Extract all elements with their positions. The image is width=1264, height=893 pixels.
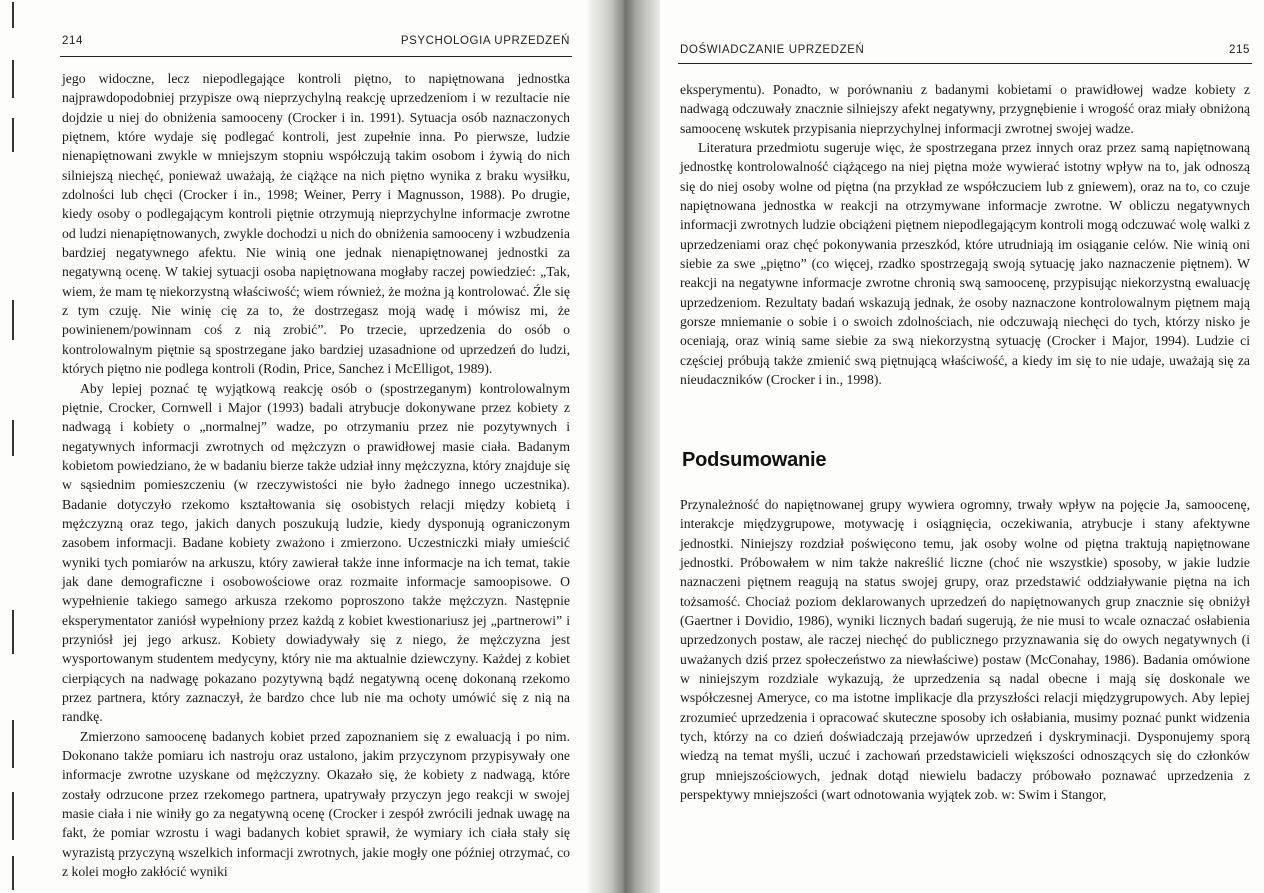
scan-edge-mark (12, 118, 14, 152)
paragraph: Zmierzono samoocenę badanych kobiet przed zapoznaniem się z ewaluacją i po nim. Dokonano także pomiaru ich nastroju oraz ustalono, jakim przyczynom przypisywały one informacje zwrotne uzyskane od mężczyzny. Okazało się, że kobiety z nadwagą, które zostały odrzucone przez rzekomego partnera, upatrywały przyczyn jego reakcji w swojej masie ciała i nie winiły go za negatywną ocenę (Crocker i zespół zwrócili jednak uwagę na fakt, że pomiar wzrostu i wagi badanych kobiet sprawił, że wymiary ich ciała stały się wyrazistą przyczyną wszelkich informacji zwrotnych, jakie mogły one później otrzymać, co z kolei mogło zakłócić wyniki (62, 728, 570, 880)
paragraph: Przynależność do napiętnowanej grupy wywiera ogromny, trwały wpływ na pojęcie Ja, samoocenę, interakcje międzygrupowe, motywację i osiągnięcia, oczekiwania, atrybucje i stany afektywne jednostki. Niniejszy rozdział poświęcono temu, jak osoby wolne od piętna traktują napiętnowane jednostki. Próbowałem w nim także nakreślić liczne (choć nie wszystkie) sposoby, w jakie ludzie naznaczeni piętnem reagują na status swojej grupy, oraz przedstawić oddziaływanie piętna na ich tożsamość. Chociaż poziom deklarowanych uprzedzeń do napiętnowanych grup znacznie się obniżył (Gaertner i Dovidio, 1986), wyniki licznych badań sugerują, że nie musi to wcale oznaczać osłabienia uprzedzonych postaw, ale raczej niechęć do publicznego przyznawania się do owych negatywnych (i uważanych dziś przez społeczeństwo za niewłaściwe) postaw (McConahay, 1986). Badania omówione w niniejszym rozdziale wykazują, że uprzedzenia są nadal obecne i mają się doskonale we współczesnej Ameryce, co ma istotne implikacje dla przyszłości relacji międzygrupowych. Aby lepiej zrozumieć uprzedzenia i opracować skuteczne sposoby ich osłabiania, musimy poznać punkt widzenia tych, którzy na co dzień doświadczają przejawów uprzedzeń i dyskryminacji. Dysponujemy sporą wiedzą na temat myśli, uczuć i zachowań przedstawicieli większości odnoszących się do członków grup mniejszościowych, jednak dotąd niewielu badaczy próbowało poznawać uprzedzenia z perspektywy mniejszości (wart odnotowania wyjątek zob. w: Swim i Stangor, (680, 497, 1250, 803)
body-text (680, 80, 1250, 390)
scan-edge-mark (12, 300, 14, 340)
paragraph: jego widoczne, lecz niepodlegające kontroli piętno, to napiętnowana jednostka najprawdopodobniej przypisze ową nieprzychylną reakcję uprzedzeniom i w rezultacie nie dojdzie u niej do obniżenia samooceny (Crocker i in. 1991). Sytuacja osób naznaczonych piętnem, które wydaje się podlegać kontroli, jest zupełnie inna. Po pierwsze, ludzie nienapiętnowani zwykle w mniejszym stopniu współczują takim osobom i żywią do nich silniejszą niechęć, ponieważ uważają, że ciążące na nich piętno wynika z braku wysiłku, zdolności lub chęci (Crocker i in., 1998; Weiner, Perry i Magnusson, 1988). Po drugie, kiedy osoby o podlegającym kontroli piętnie otrzymują nieprzychylne informacje zwrotne od ludzi nienapiętnowanych, zwykle dochodzi u nich do obniżenia samooceny i wzbudzenia bardziej negatywnego afektu. Nie winią one jednak nienapiętnowanej jednostki za negatywną ocenę. W takiej sytuacji osoba napiętnowana mogłaby raczej powiedzieć: „Tak, wiem, że mam tę niekorzystną właściwość; wiem również, że można ją kontrolować. Źle się z tym czuję. Nie winię cię za to, że dostrzegasz moją wadę i mówisz mi, że powinienem/powinnam coś z nią zrobić”. Po trzecie, uprzedzenia do osób o kontrolowalnym piętnie są spostrzegane jako bardziej uzasadnione od uprzedzeń do ludzi, których piętno nie podlega kontroli (Rodin, Price, Sanchez i McElligot, 1989). (62, 71, 570, 377)
paragraph: Aby lepiej poznać tę wyjątkową reakcję osób o (spostrzeganym) kontrolowalnym piętnie, Crocker, Cornwell i Major (1993) badali atrybucje dokonywane przez kobiety z nadwagą i kobiety o „normalnej” wadze, po otrzymaniu przez nie pozytywnych i negatywnych informacji zwrotnych od mężczyzn o prawidłowej masie ciała. Badanym kobietom powiedziano, że w badaniu bierze także udział inny mężczyzna, który znajduje się w sąsiednim pomieszczeniu (w rzeczywistości nie było żadnego innego uczestnika). Badanie dotyczyło rzekomo kształtowania się osobistych relacji między kobietą i mężczyzną oraz tego, jakich danych poszukują ludzie, kiedy dysponują ograniczonym zasobem informacji. Badane kobiety zważono i zmierzono. Uczestniczki miały umieścić wyniki tych pomiarów na arkuszu, który zawierał także inne informacje na ich temat, takie jak dane demograficzne i osobowościowe oraz rozmaite informacje samoopisowe. O wypełnienie takiego samego arkusza rzekomo poproszono także mężczyzn. Następnie eksperymentator zaniósł wypełniony przez każdą z kobiet kwestionariusz jej „partnerowi” i przyniósł jej jego arkusz. Kobiety dowiadywały się z niego, że mężczyzna jest wysportowanym studentem medycyny, który nie ma aktualnie dziewczyny. Każdej z kobiet cierpiących na nadwagę pokazano pozytywną bądź negatywną ocenę dokonaną rzekomo przez partnera, który zaznaczył, że bardzo chce lub nie ma ochoty umówić się z nią na randkę. (62, 380, 570, 725)
scan-edge-mark (12, 60, 14, 98)
section-heading: Podsumowanie (682, 449, 827, 471)
body-text (680, 495, 1250, 805)
page-number: 215 (1229, 44, 1250, 56)
paragraph: Literatura przedmiotu sugeruje więc, że spostrzegana przez innych oraz przez samą napiętnowaną jednostkę kontrolowalność ciążącego na niej piętna może wywierać istotny wpływ na to, jak odnoszą się do niej osoby wolne od piętna (na przykład ze współczuciem lub z gniewem), oraz na to, co czuje napiętnowana jednostka w reakcji na otrzymywane informacje zwrotne. W obliczu negatywnych informacji zwrotnych ludzie obciążeni piętnem niepodlegającym kontroli mogą odczuwać wolę walki z uprzedzeniami oraz chęć pokonywania przeszkód, które utrudniają im osiąganie celów. Nie winią oni siebie za swe „piętno” (co więcej, rzadko spostrzegają swoją sytuację jako naznaczenie piętnem). W reakcji na negatywne informacje zwrotne chronią swą samoocenę, przypisując niekorzystną ewaluację uprzedzeniom. Rezultaty badań wskazują jednak, że osoby naznaczone kontrolowalnym piętnem mają gorsze mniemanie o sobie i o swoich zdolnościach, nie odczuwają niechęci do tych, którzy nisko je oceniają, oraz winią same siebie za swą niekorzystną sytuację (Crocker i Major, 1994). Ludzie ci częściej próbują także zmienić swą piętnującą właściwość, a kiedy im się to nie udaje, uważają się za nieudaczników (Crocker i in., 1998). (680, 140, 1250, 388)
scan-edge-mark (12, 856, 14, 890)
scan-edge-mark (12, 792, 14, 840)
running-head: PSYCHOLOGIA UPRZEDZEŃ (400, 35, 570, 47)
body-text (62, 69, 570, 881)
running-head: DOŚWIADCZANIE UPRZEDZEŃ (680, 44, 865, 56)
scan-edge-mark (12, 2, 14, 28)
scan-edge-mark (12, 610, 14, 654)
left-page (0, 0, 590, 893)
header-rule (60, 56, 572, 57)
scan-edge-mark (12, 720, 14, 768)
right-page (660, 0, 1264, 893)
paragraph: eksperymentu). Ponadto, w porównaniu z badanymi kobietami o prawidłowej wadze kobiety z nadwagą odczuwały znacznie silniejszy afekt negatywny, przygnębienie i wrogość oraz miały obniżoną samoocenę wskutek przypisania nieprzychylnej informacji zwrotnej swojej wadze. (680, 82, 1250, 136)
header-rule (678, 63, 1252, 64)
book-gutter (588, 0, 660, 893)
scan-edge-mark (12, 420, 14, 456)
page-number: 214 (62, 35, 83, 47)
